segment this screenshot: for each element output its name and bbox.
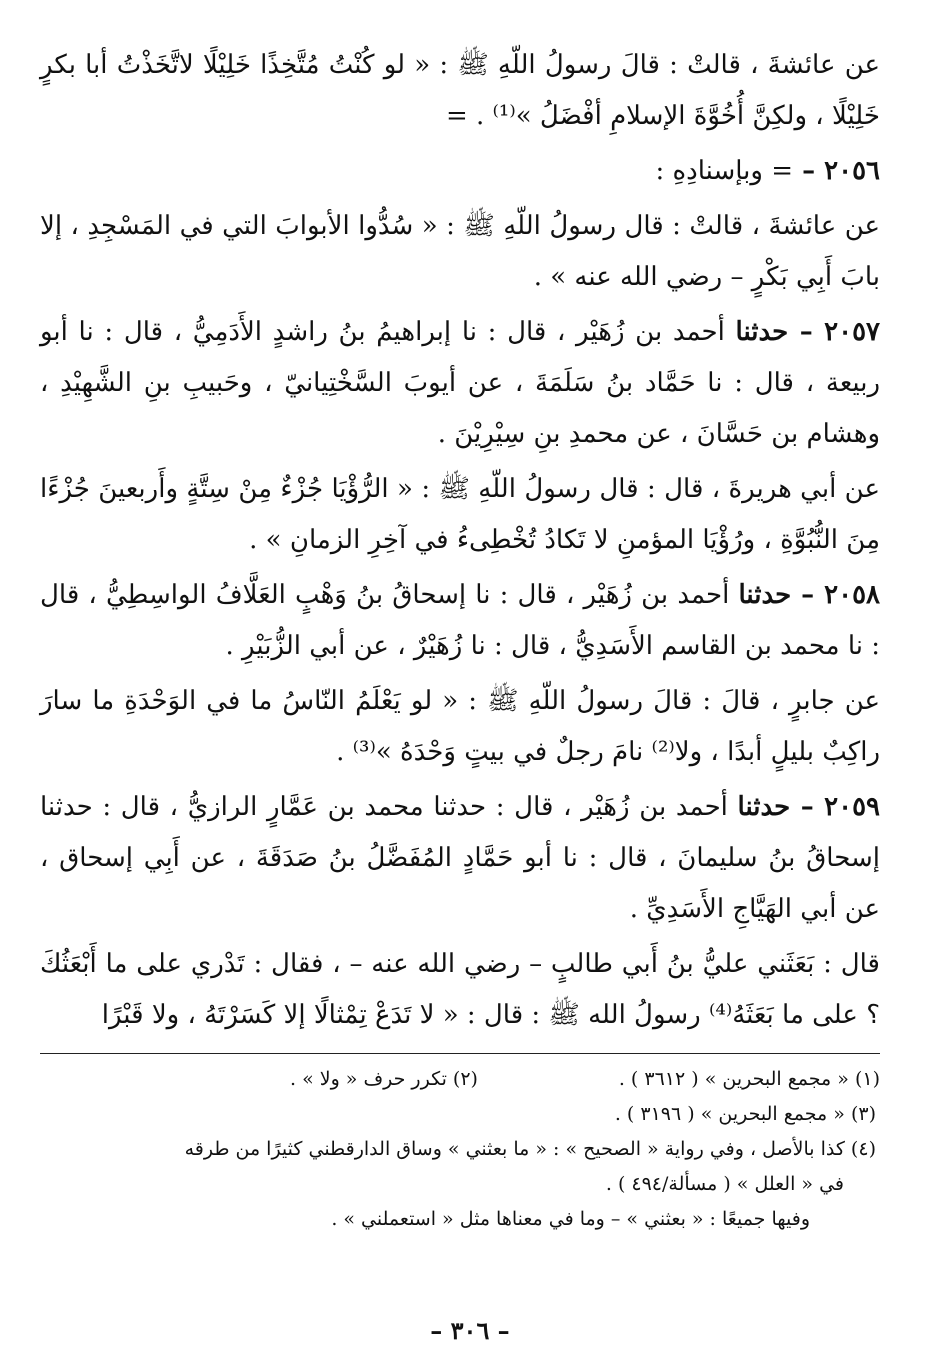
page-number: – ٣٠٦ – <box>430 1316 510 1345</box>
page-body <box>40 40 880 1237</box>
footnote-4-line-3: وفيها جميعًا : « بعثني » – وما في معناها مثل « استعملني » . <box>331 1208 810 1230</box>
footnote-2: (٢) تكرر حرف « ولا » . <box>290 1068 478 1090</box>
paragraph-text: أحمد بن زُهَيْر ، قال : نا إبراهيمُ بنُ راشدٍ الأَدَمِيُّ ، قال : نا أبو ربيعة ، قال : نا حَمَّاد بنُ سَلَمَةَ ، عن أيوبَ السَّخْتِيانيّ ، وحَبيبِ بنِ الشَّهِيْدِ ، وهشام بن حَسَّانَ ، عن محمدِ بنِ سِيْرِيْنَ . <box>40 317 880 449</box>
paragraph-2058 <box>40 570 880 672</box>
footnotes <box>40 1053 880 1237</box>
paragraph-9 <box>40 939 880 1041</box>
footnote-row-1 <box>40 1062 880 1097</box>
paragraph-text: أحمد بن زُهَيْر ، قال : حدثنا محمد بن عَمَّارٍ الرازيُّ ، قال : حدثنا إسحاقُ بنُ سليمانَ ، قال : نا أبو حَمَّادٍ المُفَضَّلُ بنُ صَدَقَةَ ، عن أَبِي إسحاق ، عن أبي الهَيَّاجِ الأَسَدِيِّ . <box>40 792 880 924</box>
paragraph-2057 <box>40 307 880 460</box>
footnote-3: (٣) « مجمع البحرين » ( ٣١٩٦ ) . <box>614 1103 876 1125</box>
paragraph-text: = وبإسنادِهِ : <box>655 156 794 186</box>
paragraph-text: عن أبي هريرةَ ، قال : قال رسولُ اللّهِ ﷺ : « الرُّؤْيَا جُزْءٌ مِنْ سِتَّةٍ وأَربعينَ جُزْءًا مِنَ النُّبُوَّةِ ، ورُؤْيَا المؤمنِ لا تَكادُ تُخْطِىءُ في آخِرِ الزمانِ » . <box>40 474 880 555</box>
footnote-4-line-1: (٤) كذا بالأصل ، وفي رواية « الصحيح » : « ما بعثني » وساق الدارقطني كثيرًا من طرقه <box>184 1138 876 1160</box>
hadith-number: ٢٠٥٧ – حدثنا <box>735 317 881 347</box>
hadith-number: ٢٠٥٨ – حدثنا <box>738 580 880 610</box>
hadith-number: ٢٠٥٩ – حدثنا <box>737 792 880 822</box>
hadith-number: ٢٠٥٦ – <box>793 156 880 186</box>
paragraph-5 <box>40 464 880 566</box>
footnote-1: (١) « مجمع البحرين » ( ٣٦١٢ ) . <box>618 1068 880 1090</box>
paragraph-text: قال : بَعَثَني عليُّ بنُ أَبي طالبٍ – رضي الله عنه – ، فقال : تَدْري على ما أَبْعَثُكَ ؟ على ما بَعَثَهُ⁽⁴⁾ رسولُ الله ﷺ : قال : « لا تَدَعْ تِمْثالًا إلا كَسَرْتَهُ ، ولا قَبْرًا <box>40 949 880 1030</box>
paragraph-1 <box>40 40 880 142</box>
footnote-4-line-2: في « العلل » ( مسألة/٤٩٤ ) . <box>605 1173 844 1195</box>
paragraph-text: عن عائشةَ ، قالتْ : قالَ رسولُ اللّهِ ﷺ : « لو كُنْتُ مُتَّخِذًا خَلِيْلًا لاتَّخَذْتُ أبا بكرٍ خَلِيْلًا ، ولكِنَّ أُخُوَّةَ الإسلامِ أفْضَلُ »⁽¹⁾ . = <box>40 50 880 131</box>
paragraph-2059 <box>40 782 880 935</box>
paragraph-3 <box>40 201 880 303</box>
paragraph-text: أحمد بن زُهَيْر ، قال : نا إسحاقُ بنُ وَهْبٍ العَلَّافُ الواسِطِيُّ ، قال : نا محمد بن القاسم الأَسَدِيُّ ، قال : نا زُهَيْرٌ ، عن أبي الزُّبَيْرِ . <box>40 580 880 661</box>
paragraph-2056 <box>40 146 880 197</box>
paragraph-text: عن عائشةَ ، قالتْ : قال رسولُ اللّهِ ﷺ : « سُدُّوا الأبوابَ التي في المَسْجِدِ ، إلا بابَ أَبِي بَكْرٍ – رضي الله عنه » . <box>40 211 881 292</box>
paragraph-7 <box>40 676 880 778</box>
paragraph-text: عن جابرٍ ، قالَ : قالَ رسولُ اللّهِ ﷺ : « لو يَعْلَمُ النّاسُ ما في الوَحْدَةِ ما سارَ راكِبٌ بليلٍ أبدًا ، ولا⁽²⁾ نامَ رجلٌ في بيتٍ وَحْدَهُ »⁽³⁾ . <box>40 686 880 767</box>
